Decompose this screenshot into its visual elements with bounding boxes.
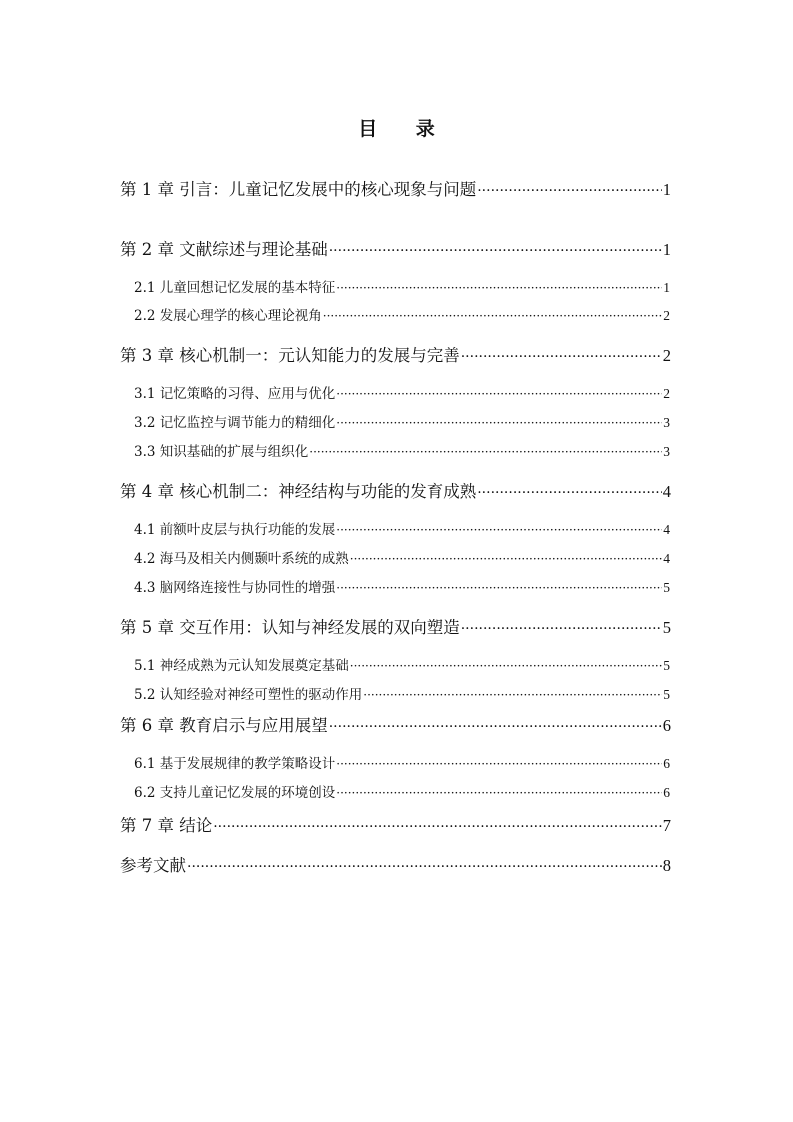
toc-entry-page: 2 [663,386,670,401]
leader-dots [336,416,662,430]
leader-dots [187,859,662,875]
toc-entry-page: 4 [663,551,670,566]
toc-entry-page: 5 [663,687,670,702]
toc-entry-chapter-4[interactable] [120,478,671,502]
toc-entry-page: 7 [662,816,671,835]
leader-dots [336,523,662,537]
leader-dots [477,183,662,199]
toc-entry-label: 3.1 记忆策略的习得、应用与优化 [134,386,336,402]
toc-entry-section-6-2[interactable] [134,781,670,801]
leader-dots [336,757,662,771]
toc-entry-label: 第 2 章 文献综述与理论基础 [120,240,328,259]
toc-entry-page: 5 [662,618,671,637]
toc-entry-references[interactable] [120,852,671,876]
toc-entry-page: 1 [662,240,671,259]
toc-entry-label: 第 1 章 引言：儿童记忆发展中的核心现象与问题 [120,180,477,199]
toc-entry-page: 4 [662,482,671,501]
leader-dots [309,445,662,459]
toc-entry-label: 3.2 记忆监控与调节能力的精细化 [134,415,336,431]
toc-entry-page: 3 [663,444,670,459]
leader-dots [213,819,662,835]
toc-entry-label: 4.3 脑网络连接性与协同性的增强 [134,580,336,596]
toc-entry-chapter-1[interactable] [120,176,671,200]
toc-entry-label: 第 3 章 核心机制一：元认知能力的发展与完善 [120,346,460,365]
toc-entry-label: 2.1 儿童回想记忆发展的基本特征 [134,280,336,296]
toc-entry-section-5-1[interactable] [134,654,670,674]
toc-entry-label: 第 5 章 交互作用：认知与神经发展的双向塑造 [120,618,460,637]
toc-entry-page: 4 [663,522,670,537]
toc-entry-chapter-5[interactable] [120,614,671,638]
toc-entry-section-4-1[interactable] [134,518,670,538]
toc-entry-section-6-1[interactable] [134,752,670,772]
toc-entry-chapter-6[interactable] [120,712,671,736]
toc-entry-section-2-2[interactable] [134,304,670,324]
toc-entry-label: 第 6 章 教育启示与应用展望 [120,716,328,735]
toc-entry-section-4-3[interactable] [134,576,670,596]
toc-entry-label: 第 4 章 核心机制二：神经结构与功能的发育成熟 [120,482,477,501]
leader-dots [329,243,662,259]
leader-dots [350,552,662,566]
toc-entry-label: 3.3 知识基础的扩展与组织化 [134,444,309,460]
leader-dots [329,719,662,735]
toc-entry-label: 6.2 支持儿童记忆发展的环境创设 [134,785,336,801]
toc-entry-page: 6 [663,785,670,800]
toc-entry-page: 5 [663,658,670,673]
toc-entry-chapter-3[interactable] [120,342,671,366]
leader-dots [336,387,662,401]
toc-entry-section-3-1[interactable] [134,382,670,402]
toc-entry-label: 6.1 基于发展规律的教学策略设计 [134,756,336,772]
leader-dots [336,786,662,800]
toc-entry-page: 2 [663,308,670,323]
toc-entry-page: 1 [662,180,671,199]
leader-dots [461,349,662,365]
toc-entry-page: 6 [663,756,670,771]
toc-entry-label: 5.1 神经成熟为元认知发展奠定基础 [134,658,349,674]
toc-entry-section-4-2[interactable] [134,547,670,567]
toc-entry-chapter-7[interactable] [120,812,671,836]
toc-title: 目 录 [358,118,451,140]
toc-entry-section-3-3[interactable] [134,440,670,460]
leader-dots [477,485,662,501]
leader-dots [323,309,662,323]
toc-entry-label: 2.2 发展心理学的核心理论视角 [134,308,322,324]
leader-dots [336,581,662,595]
toc-entry-page: 3 [663,415,670,430]
toc-entry-label: 4.1 前额叶皮层与执行功能的发展 [134,522,336,538]
toc-entry-label: 5.2 认知经验对神经可塑性的驱动作用 [134,687,363,703]
toc-entry-section-5-2[interactable] [134,683,670,703]
toc-entry-label: 参考文献 [120,856,186,875]
leader-dots [336,281,662,295]
toc-entry-label: 第 7 章 结论 [120,816,213,835]
toc-entry-page: 5 [663,580,670,595]
toc-entry-section-3-2[interactable] [134,411,670,431]
toc-entry-page: 6 [662,716,671,735]
leader-dots [363,688,662,702]
leader-dots [350,659,662,673]
toc-entry-page: 1 [663,280,670,295]
leader-dots [461,621,662,637]
toc-entry-label: 4.2 海马及相关内侧颞叶系统的成熟 [134,551,349,567]
toc-entry-page: 8 [662,856,671,875]
toc-entry-page: 2 [662,346,671,365]
toc-entry-section-2-1[interactable] [134,276,670,296]
toc-entry-chapter-2[interactable] [120,236,671,260]
